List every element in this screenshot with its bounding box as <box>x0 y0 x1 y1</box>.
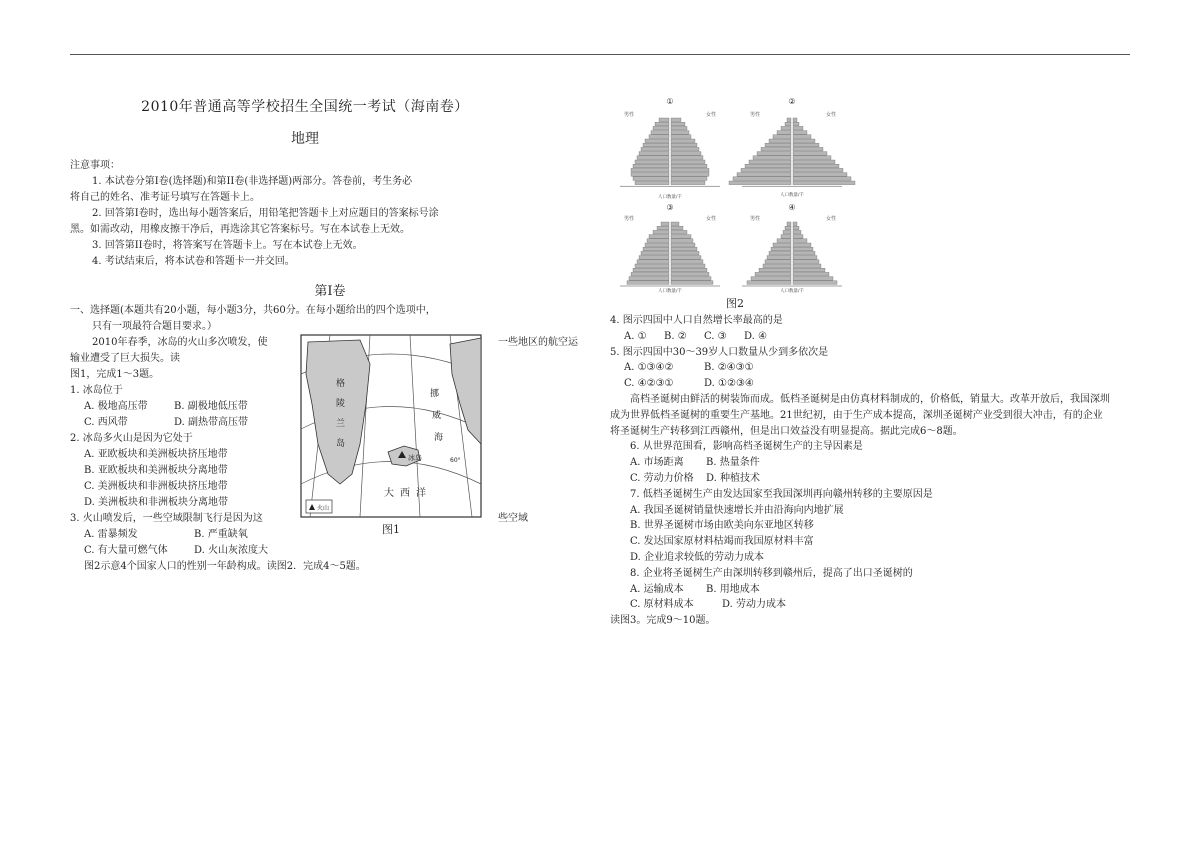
pyr1-bar-right <box>671 168 709 172</box>
pyr3-bar-right <box>671 260 703 264</box>
pyr1-bar-left <box>643 143 669 147</box>
pyr2-bar-left <box>741 168 791 172</box>
pyr4-bar-left <box>777 239 791 243</box>
question-stem: 4. 图示四国中人口自然增长率最高的是 <box>610 315 783 326</box>
q3-option-a: A. 雷暴频发 <box>84 529 138 540</box>
q7-option-b: B. 世界圣诞树市场由欧美向东亚地区转移 <box>630 520 814 532</box>
pyr4-bar-right <box>793 272 829 276</box>
pyr4-bar-right <box>793 230 801 234</box>
intro-text-a: 2010年春季，冰岛的火山多次喷发，使 <box>92 337 268 348</box>
map-label-greenland-4: 岛 <box>336 439 346 449</box>
pyr4-bar-right <box>793 277 833 281</box>
pyramid-4-female: 女性 <box>826 216 837 222</box>
q3-option-c: C. 有大量可燃气体 <box>84 545 168 556</box>
pyramid-3-male: 男性 <box>624 216 635 222</box>
pyr1-bar-left <box>635 160 669 164</box>
pyramid-3-axis-unit: 人口数量/千 <box>657 289 683 294</box>
section-instruction: 只有一项最符合题目要求。） <box>92 321 217 332</box>
pyr1-bar-left <box>641 147 669 151</box>
top-rule <box>70 54 1130 55</box>
q3-options-row2 <box>70 543 590 559</box>
note-line: 将自己的姓名、准考证号填写在答题卡上。 <box>70 192 260 203</box>
pyr4-bar-left <box>771 247 791 251</box>
pyr3-bar-left <box>661 222 669 226</box>
q1-option-a: A. 极地高压带 <box>84 401 148 412</box>
note-line: 2. 回答第Ⅰ卷时，选出每小题答案后，用铅笔把答题卡上对应题目的答案标号涂 <box>92 208 439 219</box>
figure-2-pyramids <box>610 96 860 301</box>
q3-option-d: D. 火山灰浓度大 <box>194 545 269 556</box>
q4-option-a: A. ① <box>624 330 647 342</box>
pyr1-bar-left <box>659 118 669 122</box>
note-line: 4. 考试结束后，将本试卷和答题卡一并交回。 <box>92 256 295 267</box>
pyr2-bar-left <box>737 173 791 177</box>
pyr3-bar-right <box>671 243 695 247</box>
figure-1-caption: 图1 <box>382 523 400 536</box>
pyr3-bar-right <box>671 239 693 243</box>
q8-option-c: C. 原材料成本 <box>630 599 694 611</box>
pyr3-bar-right <box>671 264 705 268</box>
section-title: 第Ⅰ卷 <box>314 284 346 299</box>
note-line: 1. 本试卷分第Ⅰ卷(选择题)和第II卷(非选择题)两部分。答卷前，考生务必 <box>92 176 413 187</box>
pyramid-4 <box>742 222 842 286</box>
note-line: 黑。如需改动，用橡皮擦干净后，再选涂其它答案标号。写在本试卷上无效。 <box>70 224 410 235</box>
pyr1-bar-right <box>671 131 689 135</box>
q5-option-c: C. ④②③① <box>624 378 674 390</box>
pyr2-bar-right <box>793 152 827 156</box>
pyr1-bar-right <box>671 173 709 177</box>
pyr3-bar-right <box>671 230 687 234</box>
pyr2-bar-left <box>753 156 791 160</box>
pyramid-4-axis-unit: 人口数量/千 <box>779 289 805 294</box>
pyr4-bar-left <box>787 222 791 226</box>
pyr4-bar-left <box>763 264 791 268</box>
pyr2-bar-right <box>793 147 823 151</box>
pyr1-bar-right <box>671 181 705 185</box>
pyr2-bar-right <box>793 173 847 177</box>
pyr3-bar-left <box>629 277 669 281</box>
pyr1-bar-left <box>631 173 669 177</box>
pyramid-marker-4: ④ <box>788 203 796 212</box>
pyr2-bar-right <box>793 181 855 185</box>
pyr2-bar-left <box>757 152 791 156</box>
pyr1-bar-right <box>671 143 697 147</box>
pyr1-bar-left <box>637 156 669 160</box>
pyr1-bar-left <box>653 126 669 130</box>
map-label-sea-3: 海 <box>434 433 444 443</box>
pyr2-bar-left <box>769 139 791 143</box>
pyr1-bar-left <box>639 152 669 156</box>
pyr4-bar-right <box>793 226 799 230</box>
pyr3-bar-left <box>653 230 669 234</box>
q6-option-a: A. 市场距离 <box>630 457 684 469</box>
pyramid-1-axis-unit: 人口数量/千 <box>657 195 683 200</box>
passage-line-2: 成为世界低档圣诞树的重要生产基地。21世纪初，由于生产成本提高，深圳圣诞树产业受到很大冲击，有的企业 <box>610 409 1103 421</box>
pyr1-bar-left <box>649 135 669 139</box>
question-stem: 1. 冰岛位于 <box>70 385 123 396</box>
exam-subject: 地理 <box>291 131 319 147</box>
pyramid-3 <box>620 222 720 286</box>
question-stem: 6. 从世界范围看，影响高档圣诞树生产的主导因素是 <box>630 441 863 453</box>
intro-text-c: 图1，完成1～3题。 <box>70 369 160 380</box>
q6-option-d: D. 种植技术 <box>706 472 761 484</box>
notes-heading: 注意事项： <box>70 160 120 171</box>
pyr2-bar-right <box>793 164 839 168</box>
pyramid-1-female: 女性 <box>706 112 717 118</box>
pyr3-bar-left <box>627 281 669 285</box>
intro-text-a-right: 一些地区的航空运 <box>498 337 578 348</box>
pyr2-bar-left <box>745 164 791 168</box>
pyr2-bar-left <box>773 135 791 139</box>
note-line: 3. 回答第II卷时，将答案写在答题卡上。写在本试卷上无效。 <box>92 240 363 251</box>
pyr3-bar-right <box>671 281 713 285</box>
pyramid-3-female: 女性 <box>706 216 717 222</box>
pyr4-bar-left <box>751 277 791 281</box>
pyr1-bar-right <box>671 147 699 151</box>
q2-option-d: D. 美洲板块和非洲板块分离地带 <box>84 497 229 508</box>
q3-option-b: B. 严重缺氧 <box>194 529 248 540</box>
pyr4-bar-left <box>755 272 791 276</box>
map-label-greenland-1: 格 <box>336 379 346 389</box>
pyr3-bar-left <box>645 243 669 247</box>
q2-option-a: A. 亚欧板块和美洲板块挤压地带 <box>84 449 228 460</box>
q5-option-b: B. ②④③① <box>704 362 754 374</box>
pyr1-bar-right <box>671 118 681 122</box>
q2-option-c: C. 美洲板块和非洲板块挤压地带 <box>84 481 228 492</box>
figure-1-map <box>300 334 482 536</box>
q8-option-a: A. 运输成本 <box>630 583 684 595</box>
pyr3-bar-right <box>671 222 679 226</box>
q7-option-c: C. 发达国家原材料枯竭而我国原材料丰富 <box>630 536 814 548</box>
q2-option-b: B. 亚欧板块和美洲板块分离地带 <box>84 465 228 476</box>
pyr3-bar-left <box>635 264 669 268</box>
q8-options-row1 <box>610 582 1130 598</box>
pyramid-2-axis-unit: 人口数量/千 <box>779 193 805 198</box>
right-column <box>610 96 1130 629</box>
pyr4-bar-left <box>785 226 791 230</box>
pyr2-bar-left <box>749 160 791 164</box>
q7-option-d: D. 企业追求较低的劳动力成本 <box>630 551 765 563</box>
pyr2-bar-left <box>761 147 791 151</box>
pyramid-graphic <box>610 96 860 301</box>
pyr1-bar-left <box>631 168 669 172</box>
pyr1-bar-left <box>655 122 669 126</box>
pyr2-bar-right <box>793 131 807 135</box>
pyr3-bar-right <box>671 268 707 272</box>
pyr4-bar-right <box>793 243 811 247</box>
question-stem: 8. 企业将圣诞树生产由深圳转移到赣州后，提高了出口圣诞树的 <box>630 567 913 579</box>
map-label-greenland-3: 兰 <box>336 419 346 429</box>
pyr2-bar-left <box>729 181 791 185</box>
pyr3-bar-right <box>671 277 711 281</box>
pyr2-bar-right <box>793 118 797 122</box>
pyramid-2-female: 女性 <box>826 112 837 118</box>
pyr3-bar-right <box>671 235 691 239</box>
left-column <box>70 96 590 575</box>
pyr3-bar-left <box>643 247 669 251</box>
fig3-intro: 读图3。完成9～10题。 <box>610 615 716 627</box>
pyr3-bar-right <box>671 251 699 255</box>
pyramid-4-male: 男性 <box>750 216 761 222</box>
pyr2-bar-right <box>793 160 835 164</box>
pyr3-bar-left <box>647 239 669 243</box>
map-legend-text: 火山 <box>317 505 330 512</box>
pyr2-bar-right <box>793 126 803 130</box>
pyr4-bar-right <box>793 260 819 264</box>
map-label-sea-2: 威 <box>432 411 442 421</box>
map-lat-label: 60° <box>450 457 461 464</box>
pyr4-bar-left <box>767 256 791 260</box>
pyr3-bar-left <box>657 226 669 230</box>
passage-line-1: 高档圣诞树由鲜活的树装饰而成。低档圣诞树是由仿真材料制成的，价格低，销量大。改革开放后，我国深圳 <box>630 393 1110 405</box>
q6-options-row2 <box>610 471 1130 487</box>
question-stem-right: 些空域 <box>498 513 528 524</box>
pyramid-2-male: 男性 <box>750 112 761 118</box>
pyr1-bar-right <box>671 135 691 139</box>
pyr4-bar-left <box>765 260 791 264</box>
pyr1-bar-right <box>671 160 705 164</box>
pyr1-bar-left <box>633 164 669 168</box>
pyr4-bar-right <box>793 264 821 268</box>
pyramid-1 <box>620 118 720 186</box>
q8-options-row2 <box>610 597 1130 613</box>
pyramid-2 <box>729 118 855 186</box>
q7-option-a: A. 我国圣诞树销量快速增长并由沿海向内地扩展 <box>630 504 844 516</box>
pyr3-bar-left <box>639 256 669 260</box>
pyr4-bar-right <box>793 281 837 285</box>
pyr1-bar-right <box>671 177 707 181</box>
q4-option-c: C. ③ <box>704 330 727 342</box>
fig2-intro: 图2示意4个国家人口的性别一年龄构成。读图2．完成4～5题。 <box>84 561 366 572</box>
pyr1-bar-right <box>671 152 701 156</box>
pyr2-bar-right <box>793 143 819 147</box>
map-label-greenland-2: 陵 <box>336 399 346 409</box>
pyr2-bar-right <box>793 168 843 172</box>
pyr2-bar-left <box>787 118 791 122</box>
pyr4-bar-left <box>769 251 791 255</box>
pyr1-bar-right <box>671 164 707 168</box>
q1-option-d: D. 副热带高压带 <box>174 417 249 428</box>
pyr2-bar-left <box>785 122 791 126</box>
q8-option-b: B. 用地成本 <box>706 583 760 595</box>
q5-option-a: A. ①③④② <box>624 362 674 374</box>
pyr1-bar-right <box>671 139 695 143</box>
passage-line-3: 将圣诞树生产转移到江西赣州，但是出口效益没有明显提高。据此完成6～8题。 <box>610 425 963 437</box>
q6-option-b: B. 热量条件 <box>706 457 760 469</box>
pyr1-bar-right <box>671 126 687 130</box>
pyr2-bar-left <box>765 143 791 147</box>
q4-option-d: D. ④ <box>744 330 767 342</box>
pyr3-bar-right <box>671 272 709 276</box>
pyr4-bar-right <box>793 256 817 260</box>
pyr3-bar-right <box>671 226 683 230</box>
map-graphic <box>300 334 482 518</box>
pyr3-bar-left <box>641 251 669 255</box>
pyr1-bar-right <box>671 156 703 160</box>
question-stem: 2. 冰岛多火山是因为它处于 <box>70 433 193 444</box>
pyramid-marker-1: ① <box>666 97 674 106</box>
section-instruction: 一、选择题(本题共有20小题，每小题3分，共60分。在每小题给出的四个选项中， <box>70 305 436 316</box>
pyr3-bar-right <box>671 247 697 251</box>
pyr4-bar-right <box>793 239 807 243</box>
pyr4-bar-left <box>747 281 791 285</box>
exam-title: 2010年普通高等学校招生全国统一考试（海南卷） <box>141 99 469 115</box>
pyr1-bar-left <box>645 139 669 143</box>
q4-option-b: B. ② <box>664 330 687 342</box>
question-stem: 5. 图示四国中30～39岁人口数量从少到多依次是 <box>610 346 829 358</box>
pyr4-bar-right <box>793 235 803 239</box>
question-stem: 3. 火山喷发后，一些空域限制飞行是因为这 <box>70 513 263 524</box>
pyr3-bar-left <box>637 260 669 264</box>
pyr3-bar-left <box>633 268 669 272</box>
q6-options-row1 <box>610 455 1130 471</box>
pyr3-bar-left <box>631 272 669 276</box>
pyr2-bar-left <box>733 177 791 181</box>
pyr4-bar-left <box>759 268 791 272</box>
q6-option-c: C. 劳动力价格 <box>630 472 694 484</box>
pyr4-bar-right <box>793 251 815 255</box>
intro-text-b: 输业遭受了巨大损失。读 <box>70 353 180 364</box>
pyr2-bar-right <box>793 156 831 160</box>
pyr4-bar-left <box>773 243 791 247</box>
pyr4-bar-left <box>783 230 791 234</box>
pyr1-bar-left <box>651 131 669 135</box>
pyr2-bar-left <box>781 126 791 130</box>
pyr4-bar-left <box>781 235 791 239</box>
pyr2-bar-right <box>793 177 851 181</box>
q5-option-d: D. ①②③④ <box>704 378 754 390</box>
pyr1-bar-left <box>633 177 669 181</box>
pyr2-bar-left <box>777 131 791 135</box>
pyr4-bar-right <box>793 247 813 251</box>
pyr4-bar-right <box>793 222 797 226</box>
pyr3-bar-left <box>649 235 669 239</box>
q5-options-row2 <box>610 376 1130 392</box>
q8-option-d: D. 劳动力成本 <box>722 599 787 611</box>
pyr1-bar-right <box>671 122 685 126</box>
pyramid-marker-2: ② <box>788 97 796 106</box>
map-label-ocean: 大西洋 <box>384 488 432 499</box>
q4-options <box>610 329 1130 345</box>
map-label-sea-1: 挪 <box>430 389 440 399</box>
pyr2-bar-right <box>793 135 811 139</box>
pyr2-bar-right <box>793 139 815 143</box>
pyr4-bar-right <box>793 268 825 272</box>
q1-option-b: B. 副极地低压带 <box>174 401 248 412</box>
pyramid-1-male: 男性 <box>624 112 635 118</box>
pyr2-bar-right <box>793 122 799 126</box>
q5-options-row1 <box>610 360 1130 376</box>
q1-option-c: C. 西风带 <box>84 417 128 428</box>
figure-2-caption: 图2 <box>726 297 744 310</box>
question-stem: 7. 低档圣诞树生产由发达国家至我国深圳再向赣州转移的主要原因是 <box>630 488 933 500</box>
pyr1-bar-left <box>635 181 669 185</box>
pyr3-bar-right <box>671 256 701 260</box>
pyramid-marker-3: ③ <box>666 203 674 212</box>
map-label-iceland: 冰岛 <box>408 454 422 462</box>
